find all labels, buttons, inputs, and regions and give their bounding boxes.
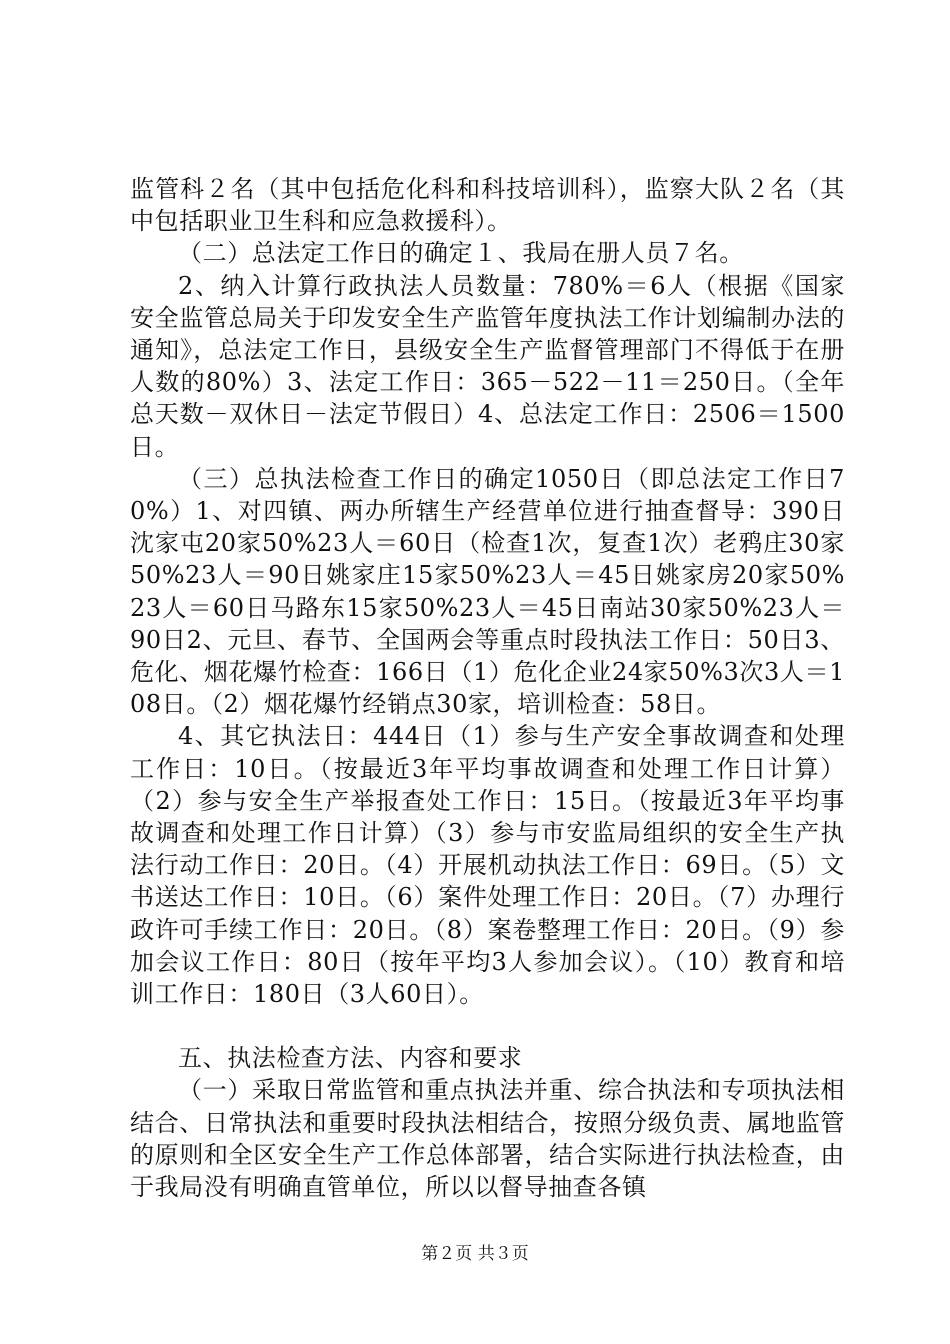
- page-number-label: 第２页 共３页: [421, 1244, 529, 1264]
- paragraph-inspection-approach: （一）采取日常监管和重点执法并重、综合执法和专项执法相结合、日常执法和重要时段执法相结合，按照分级负责、属地监管的原则和全区安全生产工作总体部署，结合实际进行执法检查，由于我局没有明确直管单位，所以以督导抽查各镇: [130, 1076, 845, 1202]
- paragraph-supervision-staff: 监管科２名（其中包括危化科和科技培训科），监察大队２名（其中包括职业卫生科和应急救援科）。: [130, 175, 845, 236]
- paragraph-enforcement-staff-count: 2、纳入计算行政执法人员数量：780%＝6人（根据《国家安全监管总局关于印发安全生产监管年度执法工作计划编制办法的通知》，总法定工作日，县级安全生产监督管理部门不得低于在册人数的80%）3、法定工作日：365－522－11＝250日。（全年总天数－双休日－法定节假日）4、总法定工作日：2506＝1500日。: [130, 271, 845, 461]
- paragraph-other-enforcement-days: 4、其它执法日：444日（1）参与生产安全事故调查和处理工作日：10日。（按最近3年平均事故调查和处理工作日计算）（2）参与安全生产举报查处工作日：15日。（按最近3年平均事故调查和处理工作日计算）（3）参与市安监局组织的安全生产执法行动工作日：20日。（4）开展机动执法工作日：69日。（5）文书送达工作日：10日。（6）案件处理工作日：20日。（7）办理行政许可手续工作日：20日。（8）案卷整理工作日：20日。（9）参加会议工作日：80日（按年平均3人参加会议）。（10）教育和培训工作日：180日（3人60日）。: [130, 722, 845, 1009]
- paragraph-legal-workdays-heading: （二）总法定工作日的确定１、我局在册人员７名。: [178, 239, 744, 268]
- section-heading-inspection-methods: 五、执法检查方法、内容和要求: [178, 1044, 523, 1073]
- paragraph-inspection-workdays: （三）总执法检查工作日的确定1050日（即总法定工作日70%）1、对四镇、两办所辖生产经营单位进行抽查督导：390日沈家屯20家50%23人＝60日（检查1次，复查1次）老鸦庄30家50%23人＝90日姚家庄15家50%23人＝45日姚家房20家50%23人＝60日马路东15家50%23人＝45日南站30家50%23人＝90日2、元旦、春节、全国两会等重点时段执法工作日：50日3、危化、烟花爆竹检查：166日（1）危化企业24家50%3次3人＝108日。（2）烟花爆竹经销点30家，培训检查：58日。: [130, 464, 845, 719]
- document-body: [130, 173, 845, 1203]
- page-footer: [0, 1244, 950, 1264]
